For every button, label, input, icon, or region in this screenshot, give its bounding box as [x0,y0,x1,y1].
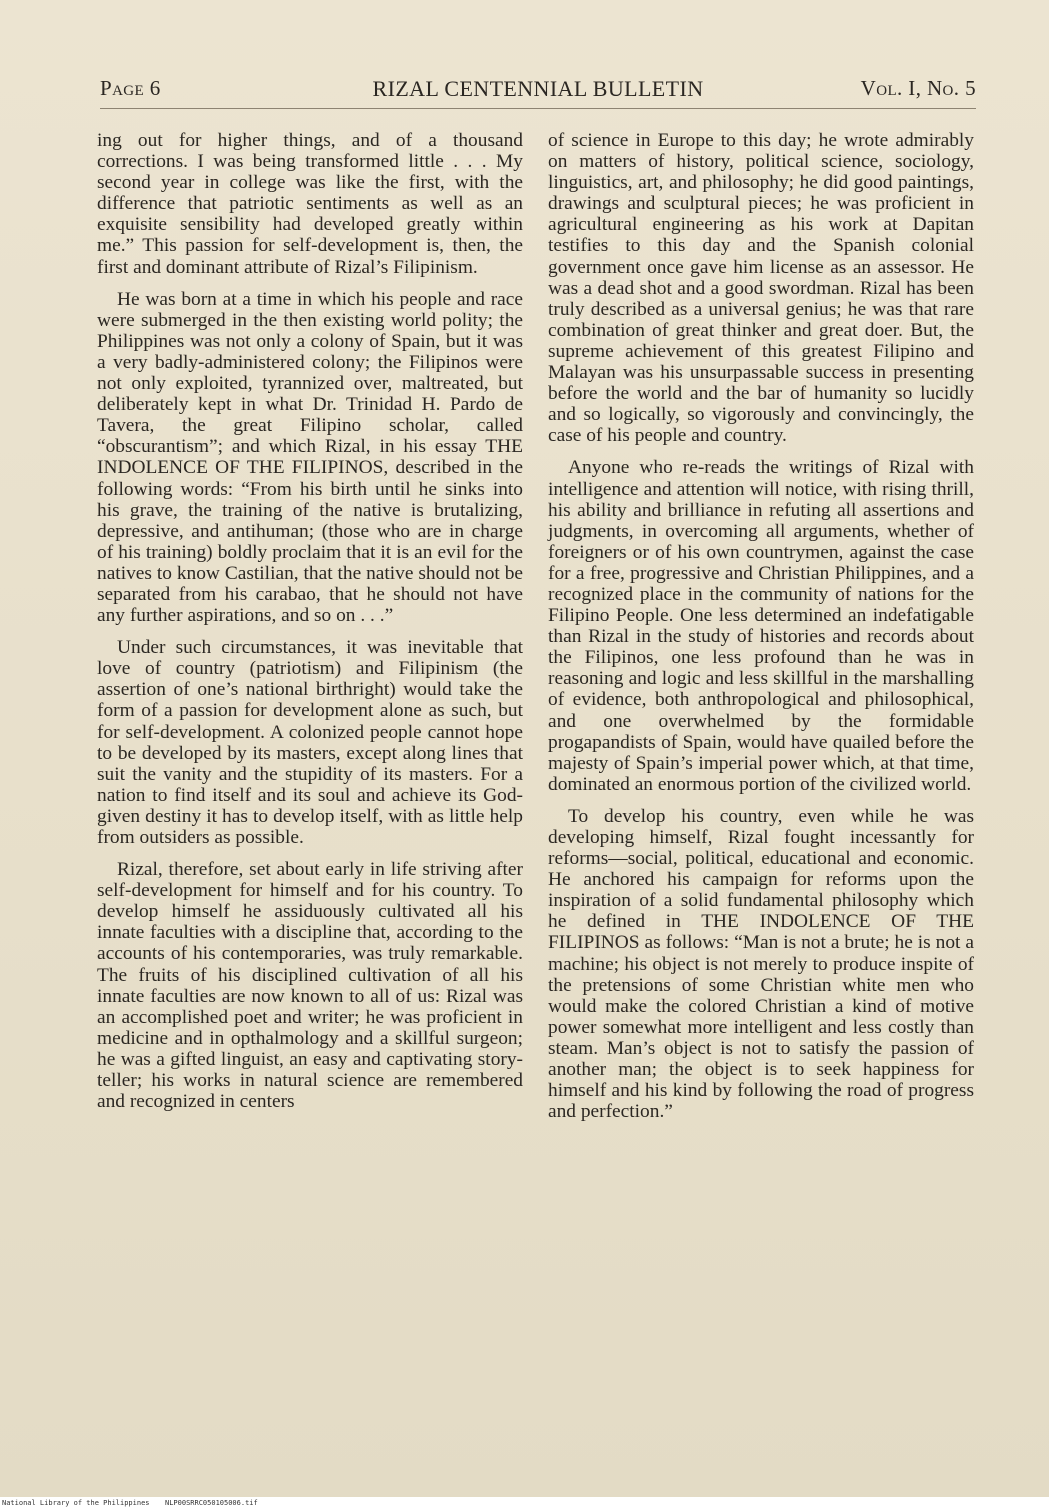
library-credit: National Library of the Philippines [2,1499,150,1507]
page-number: Page 6 [100,76,161,100]
header-rule [100,108,976,109]
page-header [100,76,976,106]
left-column [97,130,523,1123]
publication-title: RIZAL CENTENNIAL BULLETIN [372,76,704,101]
paragraph: Anyone who re-reads the writings of Rizal with intelligence and attention will notice, with rising thrill, his ability and brilliance in refuting all assertions and judgments, in overcoming all arguments, whether of foreigners or of his own countrymen, against the case for a free, progressive and Christian Philippines, and a recognized place in the community of nations for the Filipino People. One less determined an indefatigable than Rizal in the study of histories and records about the Filipinos, one less profound than he was in reasoning and logic and less skillful in the marshalling of evidence, both anthropological and philosophical, and one overwhelmed by the formidable progapandists of Spain, would have quailed before the majesty of Spain’s imperial power which, at that time, dominated an enormous portion of the civilized world. [548,457,974,795]
paragraph: Under such circumstances, it was inevitable that love of country (patriotism) and Filipinism (the assertion of one’s national birthright) would take the form of a passion for development alone as such, but for self-development. A colonized people cannot hope to be developed by its masters, except along lines that suit the vanity and the stupidity of its masters. For a nation to find itself and its soul and achieve its God-given destiny it has to develop itself, with as little help from outsiders as possible. [97,637,523,848]
paragraph: of science in Europe to this day; he wrote admirably on matters of history, political science, sociology, linguistics, art, and philosophy; he did good paintings, drawings and sculptural pieces; he was proficient in agricultural engineering as his work at Dapitan testifies to this day and the Spanish colonial government once gave him license as an assessor. He was a dead shot and a good swordman. Rizal has been truly described as a universal genius; he was that rare combination of great thinker and great doer. But, the supreme achievement of this greatest Filipino and Malayan was his unsurpassable success in presenting before the world and the bar of humanity so lucidly and so logically, so vigorously and convincingly, the case of his people and country. [548,130,974,447]
paragraph: To develop his country, even while he was developing himself, Rizal fought incessantly for reforms—social, political, educational and economic. He anchored his campaign for reforms upon the inspiration of a solid fundamental philosophy which he defined in THE INDOLENCE OF THE FILIPINOS as follows: “Man is not a brute; he is not a machine; his object is not merely to produce inspite of the pretensions of some Christian white men who would make the colored Christian a kind of motive power somewhat more intelligent and less costly than steam. Man’s object is not to satisfy the passion of another man; the object is to seek happiness for himself and his kind by following the road of progress and perfection.” [548,805,974,1123]
scan-footer [0,1497,1049,1509]
scan-filename: NLP00SRRC050105006.tif [165,1499,258,1507]
paragraph: He was born at a time in which his people and race were submerged in the then existing world polity; the Philippines was not only a colony of Spain, but it was a very badly-administered colony; the Filipinos were not only exploited, tyrannized over, maltreated, but deliberately kept in what Dr. Trinidad H. Pardo de Tavera, the great Filipino scholar, called “obscurantism”; and which Rizal, in his essay THE INDOLENCE OF THE FILIPINOS, described in the following words: “From his birth until he sinks into his grave, the training of the native is brutalizing, depressive, and antihuman; (those who are in charge of his training) boldly proclaim that it is an evil for the natives to know Castilian, that the native should not be separated from his carabao, that he should not have any further aspirations, and so on . . .” [97,288,523,627]
volume-issue: Vol. I, No. 5 [860,76,976,100]
right-column [548,130,974,1133]
paragraph: Rizal, therefore, set about early in life striving after self-development for himself and for his country. To develop himself he assiduously cultivated all his innate faculties with a discipline that, according to the accounts of his contemporaries, was truly remarkable. The fruits of his disciplined cultivation of all his innate faculties are now known to all of us: Rizal was an accomplished poet and writer; he was proficient in medicine and in opthalmology and a skillful surgeon; he was a gifted linguist, an easy and captivating story-teller; his works in natural science are remembered and recognized in centers [97,859,523,1113]
paragraph: ing out for higher things, and of a thousand corrections. I was being transformed little . . . My second year in college was like the first, with the difference that patriotic sentiments as well as an exquisite sensibility had developed greatly within me.” This passion for self-development is, then, the first and dominant attribute of Rizal’s Filipinism. [97,130,523,278]
